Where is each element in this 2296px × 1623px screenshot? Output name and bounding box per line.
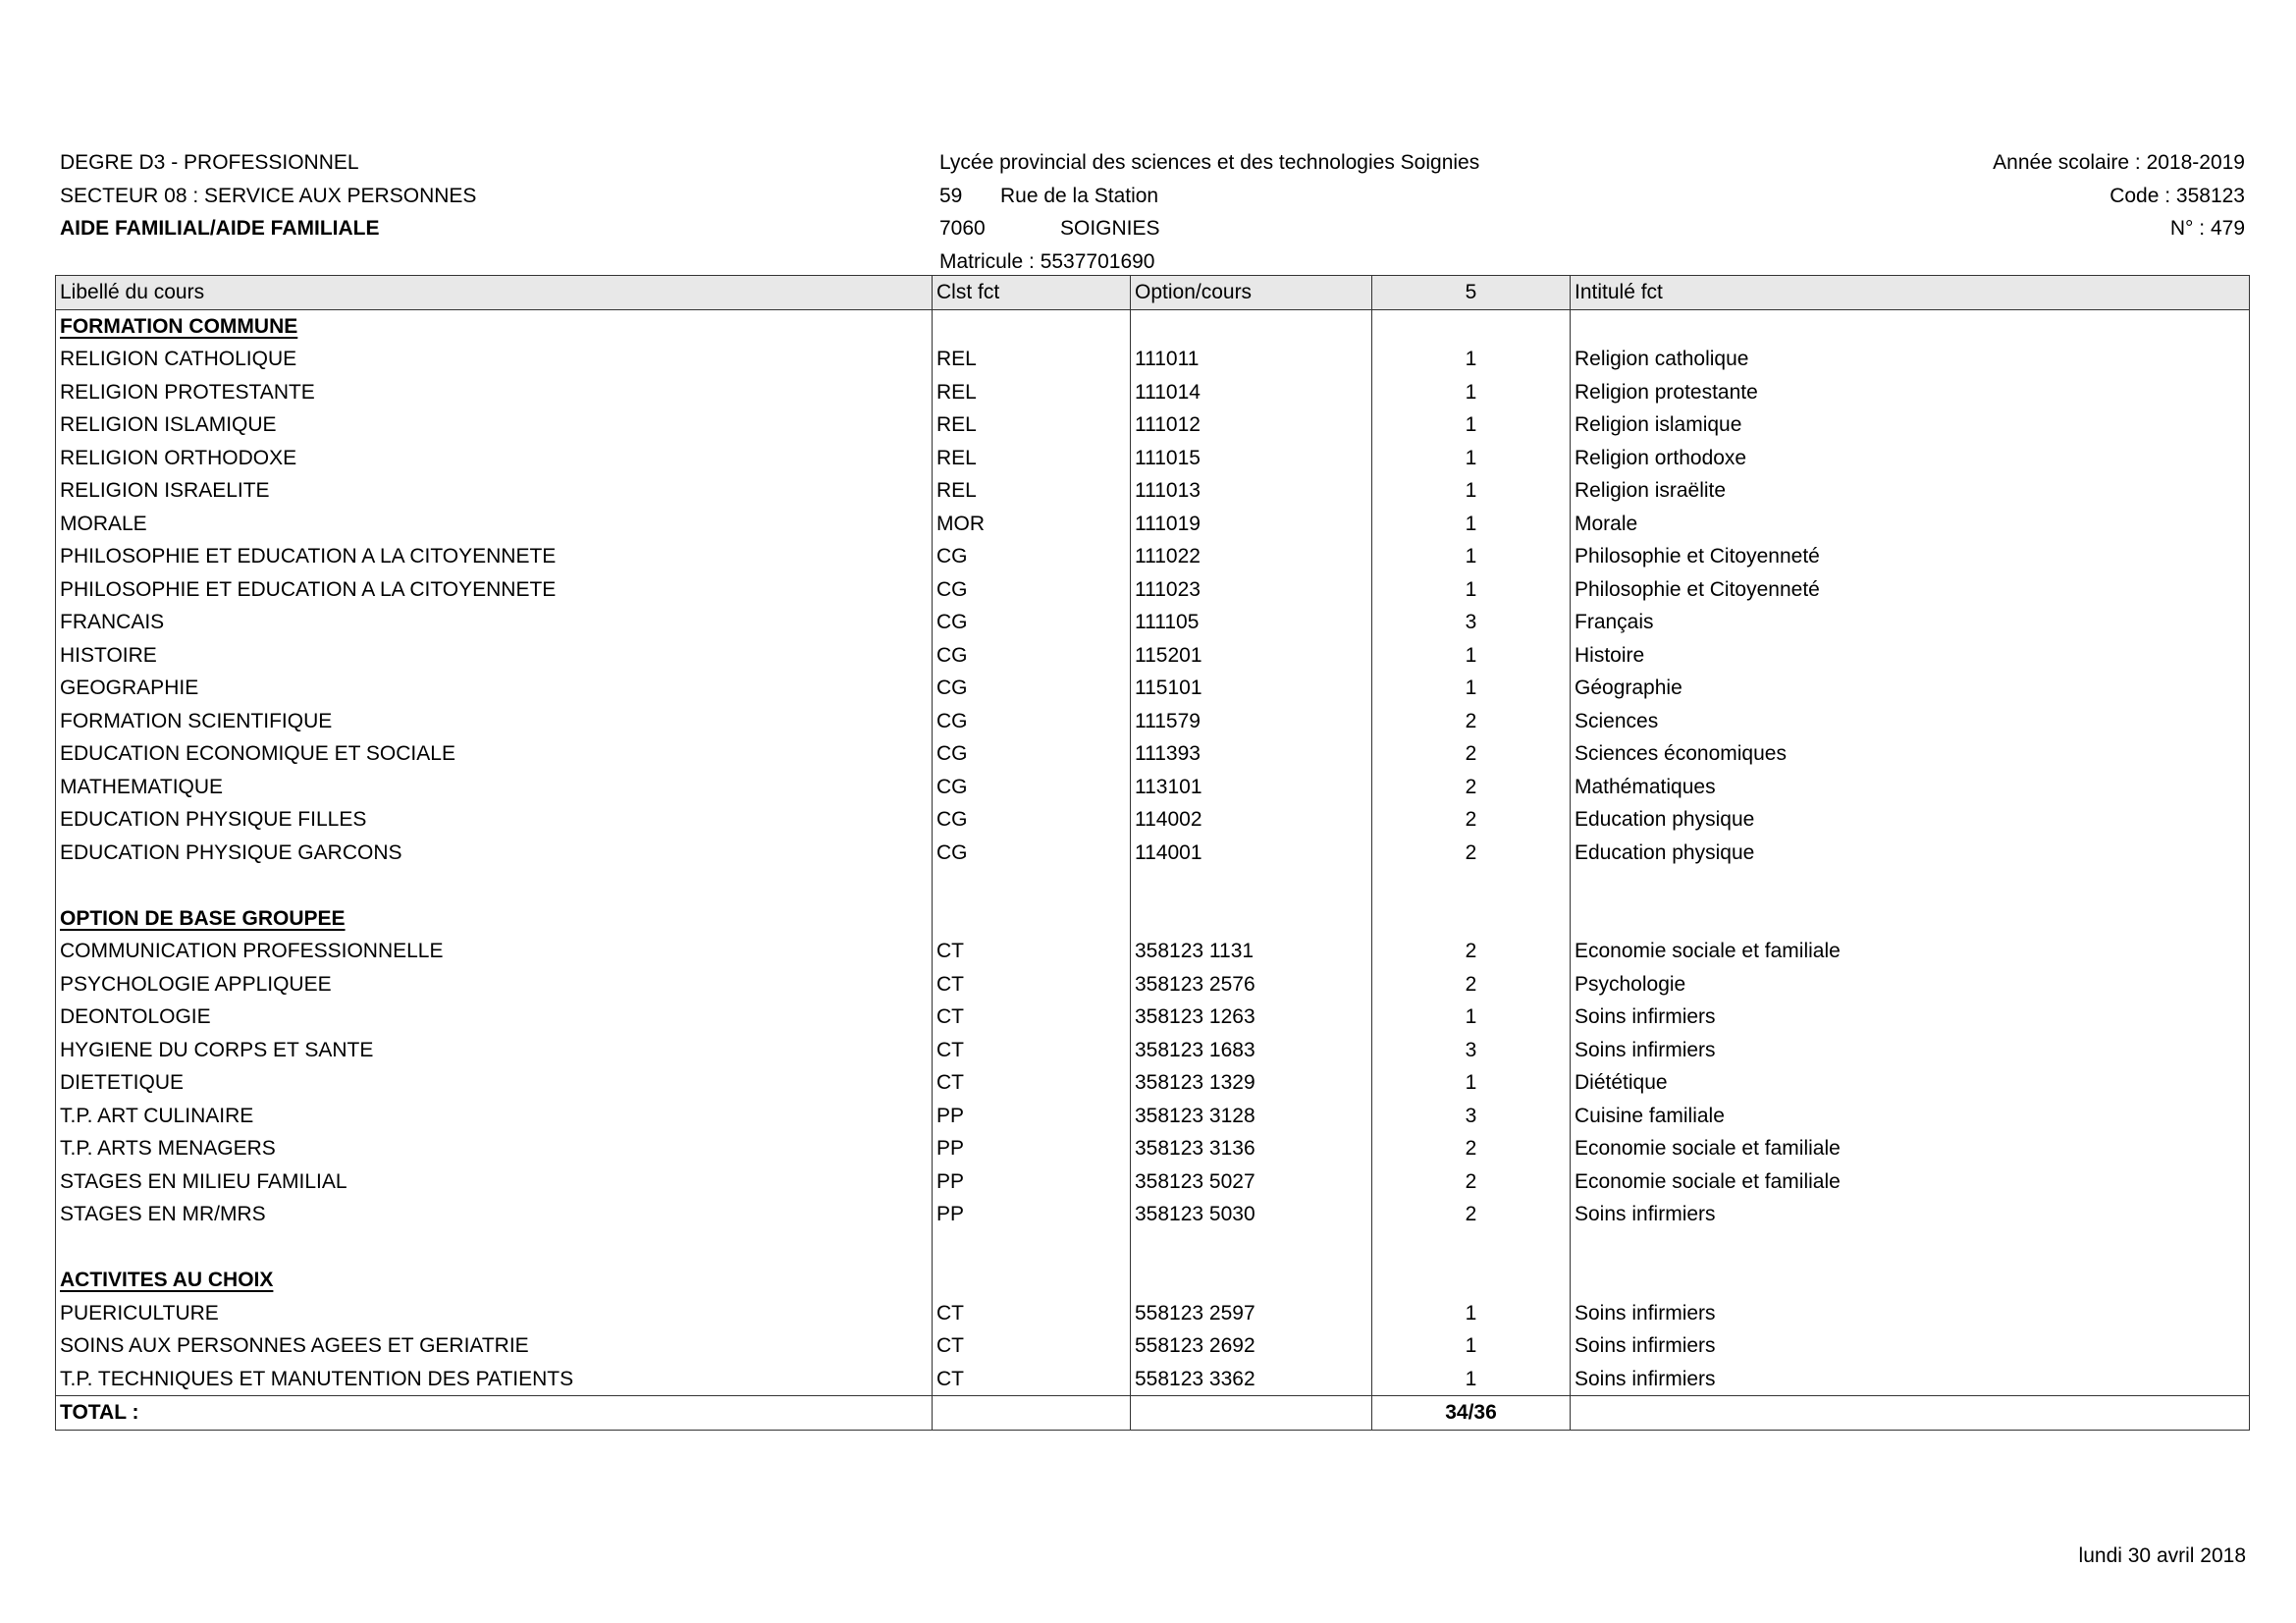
table-row [56, 1329, 2250, 1363]
table-row [56, 442, 2250, 475]
course-title: Philosophie et Citoyenneté [1571, 573, 2250, 607]
table-row [56, 508, 2250, 541]
class-code: CG [933, 606, 1131, 639]
empty-cell [1131, 1231, 1372, 1265]
course-label: SOINS AUX PERSONNES AGEES ET GERIATRIE [56, 1329, 933, 1363]
hours: 1 [1372, 1066, 1571, 1100]
course-label: GEOGRAPHIE [56, 672, 933, 705]
empty-cell [1372, 1231, 1571, 1265]
option-code: 111012 [1131, 408, 1372, 442]
empty-cell [1571, 1396, 2250, 1431]
course-title: Soins infirmiers [1571, 1363, 2250, 1396]
hours: 2 [1372, 1132, 1571, 1165]
course-title: Religion catholique [1571, 343, 2250, 376]
col-header-option: Option/cours [1131, 276, 1372, 310]
total-label: TOTAL : [56, 1396, 933, 1431]
course-label: STAGES EN MILIEU FAMILIAL [56, 1165, 933, 1199]
course-title: Français [1571, 606, 2250, 639]
hours: 1 [1372, 508, 1571, 541]
empty-cell [1131, 1396, 1372, 1431]
course-title: Sciences [1571, 705, 2250, 738]
course-label: T.P. ARTS MENAGERS [56, 1132, 933, 1165]
table-row [56, 1165, 2250, 1199]
section-title-cell [56, 309, 933, 343]
table-row [56, 408, 2250, 442]
table-row [56, 1034, 2250, 1067]
hours: 2 [1372, 771, 1571, 804]
table-row [56, 672, 2250, 705]
empty-cell [1372, 869, 1571, 902]
class-code: CG [933, 705, 1131, 738]
degree-line: DEGRE D3 - PROFESSIONNEL [60, 151, 359, 174]
class-code: CG [933, 737, 1131, 771]
class-code: CG [933, 540, 1131, 573]
empty-cell [933, 902, 1131, 936]
course-label: COMMUNICATION PROFESSIONNELLE [56, 935, 933, 968]
hours: 2 [1372, 968, 1571, 1001]
option-code: 111105 [1131, 606, 1372, 639]
course-title: Religion israëlite [1571, 474, 2250, 508]
school-year: Année scolaire : 2018-2019 [1993, 151, 2245, 174]
course-label: MORALE [56, 508, 933, 541]
section-title: ACTIVITES AU CHOIX [60, 1269, 274, 1291]
class-code: CT [933, 1363, 1131, 1396]
option-code: 111014 [1131, 376, 1372, 409]
option-code: 114002 [1131, 803, 1372, 837]
hours: 2 [1372, 705, 1571, 738]
hours: 2 [1372, 935, 1571, 968]
empty-cell [933, 1231, 1131, 1265]
option-code: 358123 5030 [1131, 1198, 1372, 1231]
header-right [1993, 146, 2245, 245]
hours: 2 [1372, 1198, 1571, 1231]
hours: 2 [1372, 1165, 1571, 1199]
table-row [56, 573, 2250, 607]
empty-cell [1571, 869, 2250, 902]
class-code: CG [933, 771, 1131, 804]
total-row [56, 1396, 2250, 1431]
header-left [60, 146, 476, 245]
option-code: 358123 2576 [1131, 968, 1372, 1001]
course-label: RELIGION CATHOLIQUE [56, 343, 933, 376]
table-row [56, 968, 2250, 1001]
empty-cell [1571, 1264, 2250, 1297]
empty-cell [1372, 309, 1571, 343]
empty-cell [1131, 869, 1372, 902]
course-title: Soins infirmiers [1571, 1297, 2250, 1330]
course-title: Soins infirmiers [1571, 1329, 2250, 1363]
hours: 2 [1372, 803, 1571, 837]
class-code: CG [933, 639, 1131, 673]
class-code: PP [933, 1132, 1131, 1165]
course-label: EDUCATION PHYSIQUE FILLES [56, 803, 933, 837]
section-title-cell [56, 1264, 933, 1297]
class-code: CG [933, 803, 1131, 837]
course-title: Géographie [1571, 672, 2250, 705]
section-row [56, 309, 2250, 343]
school-city [939, 212, 1479, 245]
street-name: Rue de la Station [1000, 184, 1159, 207]
course-title: Philosophie et Citoyenneté [1571, 540, 2250, 573]
course-table [55, 275, 2250, 1431]
hours: 3 [1372, 1034, 1571, 1067]
option-code: 111579 [1131, 705, 1372, 738]
class-code: CT [933, 1297, 1131, 1330]
course-title: Religion orthodoxe [1571, 442, 2250, 475]
course-title: Sciences économiques [1571, 737, 2250, 771]
class-code: CT [933, 1329, 1131, 1363]
option-code: 114001 [1131, 837, 1372, 870]
table-row [56, 1363, 2250, 1396]
option-code: 358123 1263 [1131, 1001, 1372, 1034]
empty-cell [1372, 902, 1571, 936]
postal-code: 7060 [939, 217, 986, 240]
hours: 3 [1372, 1100, 1571, 1133]
option-code: 111015 [1131, 442, 1372, 475]
class-code: REL [933, 343, 1131, 376]
hours: 2 [1372, 837, 1571, 870]
course-title: Mathématiques [1571, 771, 2250, 804]
table-row [56, 935, 2250, 968]
table-row [56, 540, 2250, 573]
section-title: FORMATION COMMUNE [60, 314, 298, 338]
table-row [56, 837, 2250, 870]
course-label: PHILOSOPHIE ET EDUCATION A LA CITOYENNETE [56, 540, 933, 573]
program-title: AIDE FAMILIAL/AIDE FAMILIALE [60, 217, 380, 240]
course-title: Religion protestante [1571, 376, 2250, 409]
empty-cell [933, 1396, 1131, 1431]
hours: 1 [1372, 672, 1571, 705]
school-code: Code : 358123 [2109, 184, 2245, 207]
course-title: Soins infirmiers [1571, 1034, 2250, 1067]
spacer-row [56, 869, 2250, 902]
table-row [56, 1066, 2250, 1100]
hours: 1 [1372, 1001, 1571, 1034]
course-title: Histoire [1571, 639, 2250, 673]
option-code: 358123 3136 [1131, 1132, 1372, 1165]
empty-cell [933, 1264, 1131, 1297]
course-title: Cuisine familiale [1571, 1100, 2250, 1133]
option-code: 111393 [1131, 737, 1372, 771]
class-code: CG [933, 573, 1131, 607]
class-code: CT [933, 935, 1131, 968]
col-header-year: 5 [1372, 276, 1571, 310]
section-row [56, 1264, 2250, 1297]
hours: 1 [1372, 639, 1571, 673]
col-header-course: Libellé du cours [56, 276, 933, 310]
hours: 1 [1372, 540, 1571, 573]
table-row [56, 606, 2250, 639]
option-code: 111022 [1131, 540, 1372, 573]
course-label: PUERICULTURE [56, 1297, 933, 1330]
course-label: EDUCATION ECONOMIQUE ET SOCIALE [56, 737, 933, 771]
class-code: PP [933, 1100, 1131, 1133]
course-title: Economie sociale et familiale [1571, 1165, 2250, 1199]
section-title: OPTION DE BASE GROUPEE [60, 906, 346, 930]
course-label: PHILOSOPHIE ET EDUCATION A LA CITOYENNETE [56, 573, 933, 607]
course-label: T.P. TECHNIQUES ET MANUTENTION DES PATIENTS [56, 1363, 933, 1396]
street-number: 59 [939, 184, 963, 207]
hours: 1 [1372, 408, 1571, 442]
hours: 1 [1372, 474, 1571, 508]
class-code: REL [933, 474, 1131, 508]
class-code: MOR [933, 508, 1131, 541]
section-title-cell [56, 902, 933, 936]
course-label: RELIGION ORTHODOXE [56, 442, 933, 475]
matricule: Matricule : 5537701690 [939, 249, 1155, 273]
option-code: 358123 1329 [1131, 1066, 1372, 1100]
table-header-row [56, 276, 2250, 310]
class-code: REL [933, 442, 1131, 475]
course-label: HISTOIRE [56, 639, 933, 673]
course-label: FRANCAIS [56, 606, 933, 639]
option-code: 115101 [1131, 672, 1372, 705]
course-title: Economie sociale et familiale [1571, 1132, 2250, 1165]
table-row [56, 771, 2250, 804]
option-code: 558123 3362 [1131, 1363, 1372, 1396]
course-label: RELIGION PROTESTANTE [56, 376, 933, 409]
hours: 1 [1372, 1363, 1571, 1396]
hours: 1 [1372, 573, 1571, 607]
course-label: MATHEMATIQUE [56, 771, 933, 804]
option-code: 358123 1131 [1131, 935, 1372, 968]
school-street [939, 180, 1479, 213]
option-code: 358123 5027 [1131, 1165, 1372, 1199]
table-row [56, 1132, 2250, 1165]
option-code: 358123 1683 [1131, 1034, 1372, 1067]
empty-cell [56, 869, 933, 902]
course-title: Psychologie [1571, 968, 2250, 1001]
empty-cell [1131, 902, 1372, 936]
class-code: REL [933, 376, 1131, 409]
class-code: CT [933, 968, 1131, 1001]
table-row [56, 1001, 2250, 1034]
empty-cell [1372, 1264, 1571, 1297]
table-row [56, 343, 2250, 376]
course-title: Economie sociale et familiale [1571, 935, 2250, 968]
table-row [56, 1198, 2250, 1231]
col-header-class: Clst fct [933, 276, 1131, 310]
option-code: 111011 [1131, 343, 1372, 376]
table-row [56, 1100, 2250, 1133]
city-name: SOIGNIES [1060, 217, 1160, 240]
course-title: Diététique [1571, 1066, 2250, 1100]
hours: 3 [1372, 606, 1571, 639]
table-row [56, 376, 2250, 409]
course-label: PSYCHOLOGIE APPLIQUEE [56, 968, 933, 1001]
spacer-row [56, 1231, 2250, 1265]
hours: 1 [1372, 376, 1571, 409]
course-label: DEONTOLOGIE [56, 1001, 933, 1034]
course-label: HYGIENE DU CORPS ET SANTE [56, 1034, 933, 1067]
table-body [56, 309, 2250, 1430]
hours: 2 [1372, 737, 1571, 771]
class-code: PP [933, 1165, 1131, 1199]
table-row [56, 1297, 2250, 1330]
class-code: CT [933, 1001, 1131, 1034]
table-row [56, 803, 2250, 837]
class-code: PP [933, 1198, 1131, 1231]
total-value: 34/36 [1372, 1396, 1571, 1431]
empty-cell [1131, 309, 1372, 343]
course-title: Morale [1571, 508, 2250, 541]
hours: 1 [1372, 1329, 1571, 1363]
course-label: DIETETIQUE [56, 1066, 933, 1100]
option-code: 113101 [1131, 771, 1372, 804]
sector-line: SECTEUR 08 : SERVICE AUX PERSONNES [60, 184, 477, 207]
option-code: 558123 2692 [1131, 1329, 1372, 1363]
course-title: Soins infirmiers [1571, 1198, 2250, 1231]
course-title: Education physique [1571, 837, 2250, 870]
option-code: 358123 3128 [1131, 1100, 1372, 1133]
table-row [56, 639, 2250, 673]
option-code: 558123 2597 [1131, 1297, 1372, 1330]
empty-cell [1131, 1264, 1372, 1297]
class-code: CT [933, 1066, 1131, 1100]
school-name: Lycée provincial des sciences et des technologies Soignies [939, 151, 1480, 174]
option-code: 111013 [1131, 474, 1372, 508]
option-code: 111023 [1131, 573, 1372, 607]
class-code: CG [933, 837, 1131, 870]
course-label: RELIGION ISLAMIQUE [56, 408, 933, 442]
option-code: 111019 [1131, 508, 1372, 541]
col-header-title: Intitulé fct [1571, 276, 2250, 310]
table-row [56, 737, 2250, 771]
hours: 1 [1372, 343, 1571, 376]
header-center [939, 146, 1479, 278]
empty-cell [1571, 309, 2250, 343]
course-label: T.P. ART CULINAIRE [56, 1100, 933, 1133]
option-code: 115201 [1131, 639, 1372, 673]
empty-cell [56, 1231, 933, 1265]
table-row [56, 705, 2250, 738]
empty-cell [1571, 1231, 2250, 1265]
class-code: CG [933, 672, 1131, 705]
table-row [56, 474, 2250, 508]
course-label: FORMATION SCIENTIFIQUE [56, 705, 933, 738]
hours: 1 [1372, 1297, 1571, 1330]
class-code: CT [933, 1034, 1131, 1067]
class-code: REL [933, 408, 1131, 442]
empty-cell [933, 869, 1131, 902]
course-label: EDUCATION PHYSIQUE GARCONS [56, 837, 933, 870]
course-label: RELIGION ISRAELITE [56, 474, 933, 508]
section-row [56, 902, 2250, 936]
empty-cell [933, 309, 1131, 343]
course-title: Soins infirmiers [1571, 1001, 2250, 1034]
footer-date: lundi 30 avril 2018 [2078, 1544, 2246, 1567]
hours: 1 [1372, 442, 1571, 475]
empty-cell [1571, 902, 2250, 936]
course-title: Religion islamique [1571, 408, 2250, 442]
course-title: Education physique [1571, 803, 2250, 837]
document-number: N° : 479 [2169, 217, 2245, 240]
course-label: STAGES EN MR/MRS [56, 1198, 933, 1231]
